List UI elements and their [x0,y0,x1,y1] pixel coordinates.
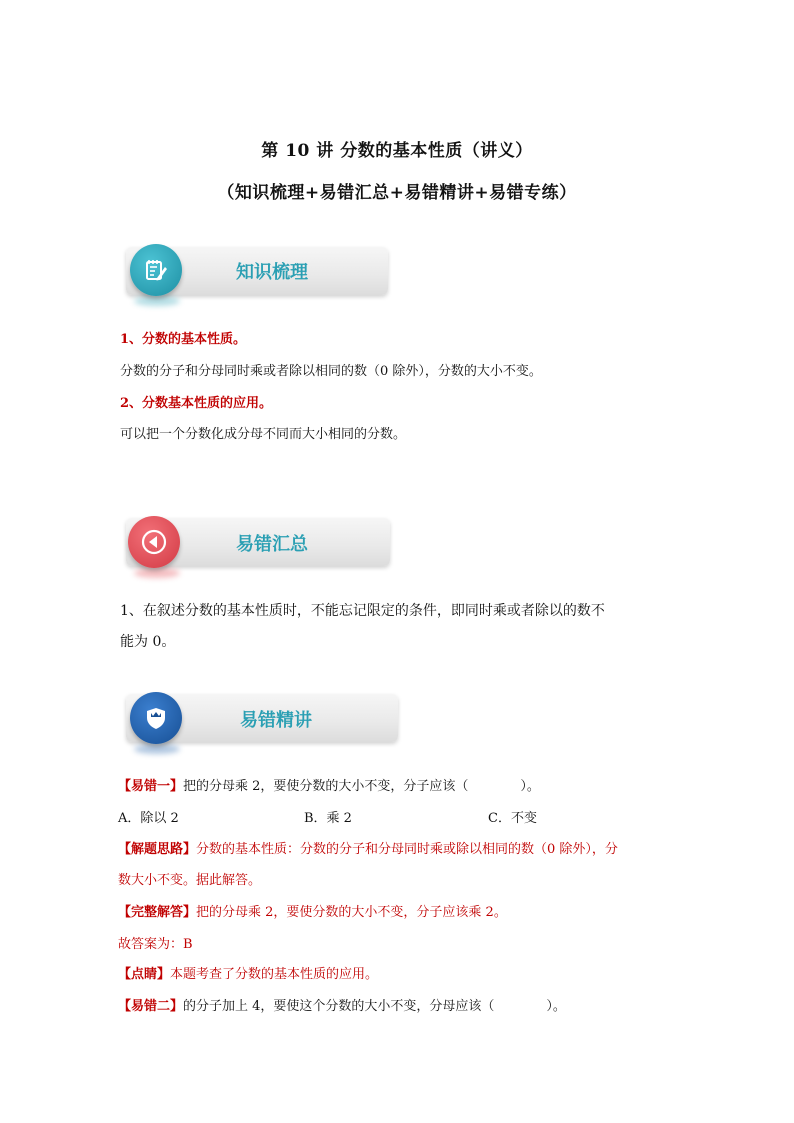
option-a: A．除以 2 [118,811,179,826]
comment-text: 本题考查了分数的基本性质的应用。 [170,967,379,982]
section-label-explain: 易错精讲 [240,710,312,731]
page-title: 第 10 讲 分数的基本性质（讲义） [261,141,533,161]
comment-tag: 【点睛】 [118,967,171,982]
comment-line [118,964,378,986]
page-subtitle: （知识梳理+易错汇总+易错精讲+易错专练） [217,183,577,203]
full-answer-text: 把的分母乘 2，要使分数的大小不变，分子应该乘 2。 [196,905,507,920]
knowledge-text-1: 分数的分子和分母同时乘或者除以相同的数（0 除外），分数的大小不变。 [120,364,542,379]
section-label-summary: 易错汇总 [236,534,308,555]
knowledge-heading-1: 1、分数的基本性质。 [120,332,247,347]
left-arrow-circle-icon [128,516,180,568]
section-label-knowledge: 知识梳理 [236,262,308,283]
question-2-tag: 【易错二】 [118,999,184,1014]
question-2 [118,996,566,1018]
solution-idea-line-1 [118,839,618,861]
summary-line-2: 能为 0。 [120,634,176,650]
question-1-tag: 【易错一】 [118,779,184,794]
question-1 [118,776,540,798]
shield-icon [130,692,182,744]
solution-idea-text-1: 分数的基本性质：分数的分子和分母同时乘或除以相同的数（0 除外），分 [196,842,618,857]
answer-label: 故答案为： [118,937,184,952]
notepad-pen-icon [130,244,182,296]
solution-idea-line-2: 数大小不变。据此解答。 [118,873,262,888]
question-1-text: 把的分母乘 2，要使分数的大小不变，分子应该（ ）。 [183,779,540,794]
full-answer-tag: 【完整解答】 [118,905,197,920]
knowledge-text-2: 可以把一个分数化成分母不同而大小相同的分数。 [120,427,407,442]
solution-idea-tag: 【解题思路】 [118,842,197,857]
answer-value: B [183,937,193,952]
knowledge-heading-2: 2、分数基本性质的应用。 [120,396,273,411]
summary-line-1: 1、在叙述分数的基本性质时，不能忘记限定的条件，即同时乘或者除以的数不 [120,603,605,619]
question-2-text: 的分子加上 4，要使这个分数的大小不变，分母应该（ ）。 [183,999,566,1014]
full-answer [118,902,507,924]
answer-line [118,934,193,956]
option-b: B．乘 2 [304,811,352,826]
option-c: C．不变 [488,811,537,826]
